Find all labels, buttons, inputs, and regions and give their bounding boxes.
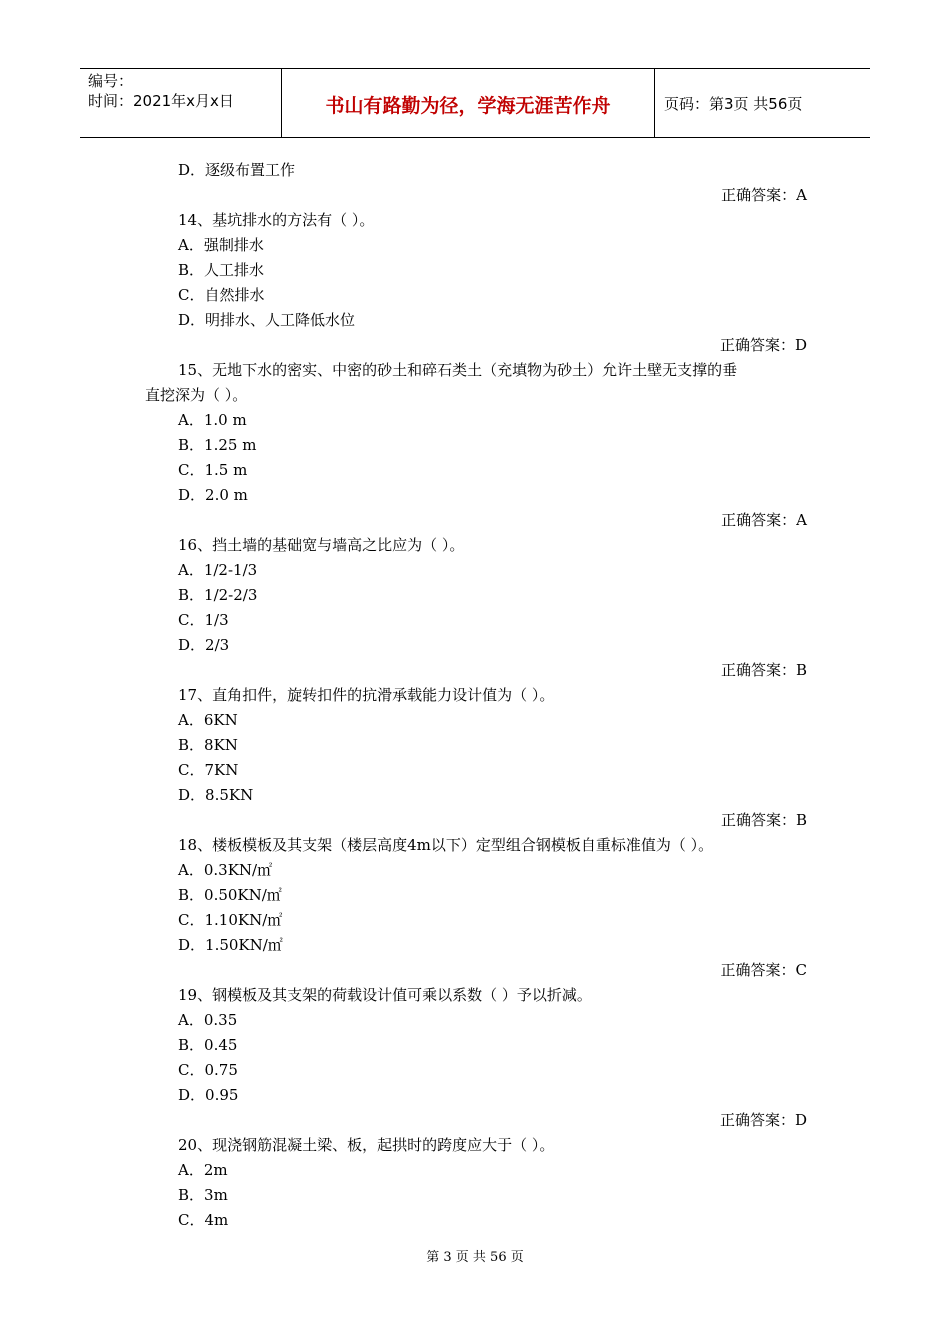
- answer-option: D．8.5KN: [178, 786, 254, 804]
- answer-option: B．3m: [178, 1186, 228, 1204]
- answer-option: B．0.45: [178, 1036, 238, 1054]
- answer-option: B．人工排水: [178, 261, 265, 279]
- question-continuation: 直挖深为（ ）。: [145, 386, 248, 404]
- question-text: 15、无地下水的密实、中密的砂土和碎石类土（充填物为砂土）允许土壁无支撑的垂: [178, 361, 738, 379]
- answer-option: B．1.25 m: [178, 436, 257, 454]
- answer-option: A．2m: [178, 1161, 228, 1179]
- answer-option: B．1/2-2/3: [178, 586, 258, 604]
- answer-option: D．2.0 m: [178, 486, 248, 504]
- question-text: 14、基坑排水的方法有（ ）。: [178, 211, 375, 229]
- correct-answer: 正确答案：D: [719, 1111, 807, 1129]
- page-header: [80, 68, 870, 138]
- question-text: 19、钢模板及其支架的荷载设计值可乘以系数（ ）予以折减。: [178, 986, 592, 1004]
- answer-option: A．0.3KN/㎡: [178, 861, 273, 879]
- correct-answer: 正确答案：A: [721, 511, 807, 529]
- correct-answer: 正确答案：D: [719, 336, 807, 354]
- answer-option: C．7KN: [178, 761, 239, 779]
- correct-answer: 正确答案：B: [720, 811, 807, 829]
- answer-option: D．2/3: [178, 636, 230, 654]
- header-page-info: 页码：第3页 共56页: [664, 95, 803, 113]
- answer-option: C．1.10KN/㎡: [178, 911, 283, 929]
- answer-option: B．8KN: [178, 736, 238, 754]
- answer-option: C．1.5 m: [178, 461, 248, 479]
- question-text: 18、楼板模板及其支架（楼层高度4m以下）定型组合钢模板自重标准值为（ ）。: [178, 836, 714, 854]
- header-number-label: 编号：: [88, 72, 134, 90]
- header-meta: [88, 71, 278, 111]
- page-footer: 第 3 页 共 56 页: [426, 1250, 524, 1265]
- answer-option: A．1.0 m: [178, 411, 247, 429]
- answer-option: C．0.75: [178, 1061, 238, 1079]
- correct-answer: 正确答案：A: [721, 186, 807, 204]
- header-divider-right: [654, 69, 655, 137]
- answer-option: D．0.95: [178, 1086, 239, 1104]
- answer-option: A．6KN: [178, 711, 238, 729]
- header-date-label: 时间：2021年x月x日: [88, 92, 234, 110]
- document-body: [145, 158, 807, 1233]
- question-text: 17、直角扣件，旋转扣件的抗滑承载能力设计值为（ ）。: [178, 686, 555, 704]
- correct-answer: 正确答案：C: [720, 961, 807, 979]
- question-text: 16、挡土墙的基础宽与墙高之比应为（ ）。: [178, 536, 465, 554]
- answer-option: C．4m: [178, 1211, 229, 1229]
- answer-option: D．1.50KN/㎡: [178, 936, 283, 954]
- answer-option: A．1/2-1/3: [178, 561, 258, 579]
- answer-option: A．强制排水: [178, 236, 264, 254]
- answer-option: B．0.50KN/㎡: [178, 886, 282, 904]
- answer-option: C．自然排水: [178, 286, 265, 304]
- question-text: 20、现浇钢筋混凝土梁、板，起拱时的跨度应大于（ ）。: [178, 1136, 555, 1154]
- answer-option: C．1/3: [178, 611, 229, 629]
- answer-option: D．明排水、人工降低水位: [178, 311, 356, 329]
- answer-option: D．逐级布置工作: [178, 161, 296, 179]
- header-motto: 书山有路勤为径，学海无涯苦作舟: [325, 95, 611, 117]
- correct-answer: 正确答案：B: [720, 661, 807, 679]
- answer-option: A．0.35: [178, 1011, 238, 1029]
